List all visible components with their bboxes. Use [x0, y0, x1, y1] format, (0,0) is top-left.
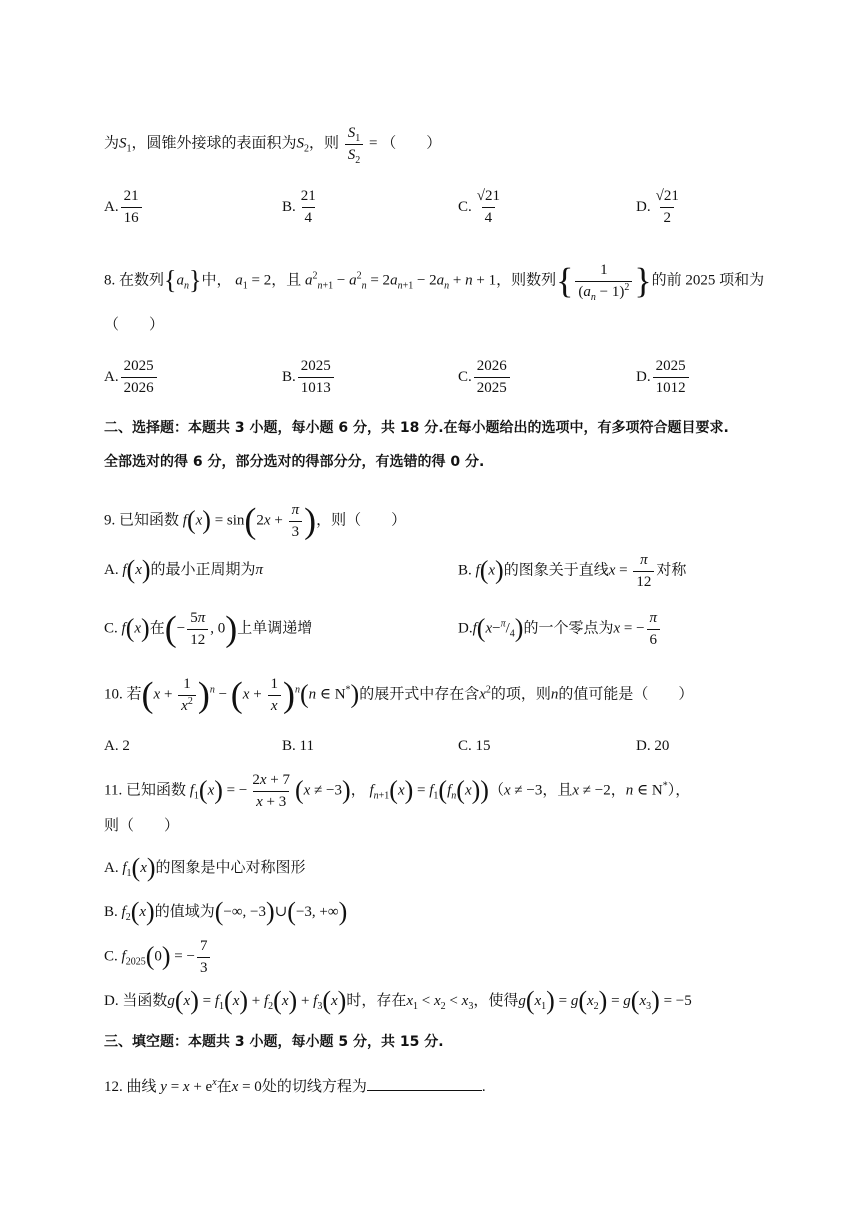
q7-option-b-label: B. — [282, 198, 296, 215]
q10-text-1: 若 — [126, 686, 142, 703]
q7-option-a-den: 16 — [121, 207, 142, 227]
q7-option-c-den: 4 — [482, 207, 496, 227]
q11-number: 11. — [104, 782, 123, 799]
q8-option-c-num: 2026 — [476, 358, 507, 374]
q7-option-a-num: 21 — [123, 188, 139, 204]
q7-text-c: ，则 — [309, 135, 340, 152]
q11-option-d-label: D. — [104, 992, 119, 1009]
q8-text-5: 的前 2025 项和为 — [651, 272, 765, 289]
q9-option-a[interactable]: A. f(x)的最小正周期为π — [104, 555, 264, 584]
q8-option-c[interactable] — [458, 358, 512, 396]
q7-option-d-den: 2 — [660, 207, 674, 227]
q9-option-c-text-1: 在 — [149, 620, 165, 637]
section-2-heading-line-1: 二、选择题：本题共 3 小题，每小题 6 分，共 18 分.在每小题给出的选项中，有多项符合题目要求. — [104, 420, 729, 436]
q11-option-d[interactable]: D. 当函数$g(x) = f_1(x) + f_2(x) + f_3(x)$时，存在$x_1 < x_2 < x_3$，使得$g(x_1) = g(x_2) = g(x_3) = -5$ — [104, 986, 692, 1015]
q11-stem: 11. 已知函数 $f_1(x)$ = − $\frac{2x + 7}{x + 3}$ (x ≠ −3)， $f_{n+1}(x) = f_1(f_n(x))(x \ne -3$，且x ≠ −2，n ∈ N*）， — [104, 772, 691, 810]
q7-option-d-label: D. — [636, 198, 651, 215]
q9-option-a-text: 的最小正周期为 — [150, 561, 256, 578]
q11-option-b[interactable]: B. $f_2(x)$的值域为(−∞, −3)∪(−3, +∞) — [104, 897, 348, 926]
q9-option-d-label: D. — [458, 620, 473, 637]
q8-option-b-label: B. — [282, 368, 296, 385]
q10-option-a[interactable]: A. 2 — [104, 738, 130, 754]
q8-option-d[interactable] — [636, 358, 691, 396]
q7-option-d-num: √21 — [655, 188, 679, 204]
q8-option-c-den: 2025 — [474, 377, 510, 397]
q10-text-3: 的项，则 — [490, 686, 551, 703]
q11-option-d-text-3: ，使得 — [473, 992, 519, 1009]
q9-option-b[interactable]: B. f(x)的图象关于直线x = $\frac{\pi}{12}$ 对称 — [458, 552, 687, 590]
q12-text-2: 在 — [216, 1079, 232, 1095]
q10-text-2: 的展开式中存在含 — [359, 686, 480, 703]
q8-option-a-label: A. — [104, 368, 119, 385]
q11-option-a-text: 的图象是中心对称图形 — [155, 859, 306, 876]
q10-stem: 10. 若(x + $\frac{1}{x^2}$ )$^n$ − (x + $\frac{1}{x}$ )$^n$(n ∈ N*)的展开式中存在含$x^2$的项，则n的值可能是（ ） — [104, 674, 694, 715]
q8-text-4: ，则数列 — [496, 272, 557, 289]
q8-text-1: 在数列 — [119, 272, 165, 289]
q9-option-d[interactable]: $D.f(x-^\pi/_4)$的一个零点为x = − $\frac{\pi}{6}$ — [458, 610, 662, 648]
q7-paren: （ ） — [381, 135, 442, 152]
q8-option-b-den: 1013 — [298, 377, 334, 397]
q9-text-2: ，则（ ） — [316, 512, 407, 529]
q8-option-a-den: 2026 — [121, 377, 157, 397]
q12-number: 12. — [104, 1079, 123, 1095]
q7-option-c[interactable] — [458, 188, 505, 226]
q9-option-c-text-2: 上单调递增 — [237, 620, 313, 637]
q11-text-6: ）， — [667, 782, 691, 799]
q8-option-b-num: 2025 — [300, 358, 331, 374]
q10-number: 10. — [104, 686, 123, 703]
q8-option-d-num: 2025 — [655, 358, 686, 374]
q7-text-a: 为 — [104, 135, 120, 152]
q9-stem: 9. 已知函数 f(x) = sin(2x + $\frac{\pi}{3}$ )，则（ ） — [104, 500, 407, 541]
q7-text-b: ，圆锥外接球的表面积为 — [131, 135, 297, 152]
q9-option-c[interactable]: C. f(x)在(− $\frac{5\pi}{12}$ , 0)上单调递增 — [104, 608, 313, 649]
q11-text-4: ，且 — [542, 782, 573, 799]
q7-ratio: $\frac{S_1}{S_2}$ — [345, 125, 364, 163]
q7-option-a[interactable] — [104, 188, 144, 226]
q11-option-b-text: 的值域为 — [154, 903, 215, 920]
q11-option-a[interactable]: A. $f_1(x)$的图象是中心对称图形 — [104, 853, 306, 882]
q8-option-b[interactable] — [282, 358, 336, 396]
q10-text-4: 的值可能是（ ） — [558, 686, 694, 703]
q11-option-c-label: C. — [104, 948, 118, 965]
q8-text-2: 中， — [201, 272, 232, 289]
q9-option-b-text-1: 的图象关于直线 — [503, 562, 609, 579]
q11-option-a-label: A. — [104, 859, 119, 876]
q11-text-3: （ — [488, 782, 504, 799]
q11-text-1: 已知函数 — [125, 782, 186, 799]
q9-option-c-label: C. — [104, 620, 118, 637]
q11-option-d-text-2: 时，存在 — [346, 992, 407, 1009]
section-3-heading: 三、填空题：本题共 3 小题，每小题 5 分，共 15 分. — [104, 1034, 444, 1050]
q8-text-3: ，且 — [271, 272, 302, 289]
q12-answer-blank[interactable] — [367, 1076, 482, 1091]
q9-text-1: 已知函数 — [119, 512, 180, 529]
q8-option-a[interactable] — [104, 358, 159, 396]
q11-text-7: 则（ ） — [104, 818, 180, 834]
q11-text-5: ， — [610, 782, 626, 799]
q11-text-2: ， — [350, 782, 366, 799]
q11-option-d-text-1: 当函数 — [122, 992, 168, 1009]
q7-option-a-label: A. — [104, 198, 119, 215]
section-2-heading-line-2: 全部选对的得 6 分，部分选对的得部分分，有选错的得 0 分. — [104, 454, 485, 470]
q8-paren: （ ） — [104, 317, 165, 333]
q7-option-c-num: √21 — [476, 188, 500, 204]
q9-option-a-label: A. — [104, 561, 119, 578]
q8-sequence-fraction: $\frac{1}{(a_n - 1)^2}$ — [575, 262, 632, 300]
q11-option-b-label: B. — [104, 903, 118, 920]
q7-option-b[interactable] — [282, 188, 321, 226]
q8-option-a-num: 2025 — [123, 358, 154, 374]
q12-stem: 12. 曲线 $y = x + e^x$在x = 0处的切线方程为 . — [104, 1077, 486, 1095]
q8-number: 8. — [104, 272, 116, 289]
q10-option-d[interactable]: D. 20 — [636, 738, 670, 754]
q12-text-3: 处的切线方程为 — [261, 1079, 367, 1095]
q8-option-c-label: C. — [458, 368, 472, 385]
q10-option-c[interactable]: C. 15 — [458, 738, 491, 754]
q7-stem-tail: 为$S_1$，圆锥外接球的表面积为$S_2$，则 $\frac{S_1}{S_2}$ = （ ） — [104, 125, 442, 166]
q9-option-d-text-1: 的一个零点为 — [523, 620, 614, 637]
q9-option-b-text-2: 对称 — [656, 562, 687, 579]
q7-option-b-den: 4 — [302, 207, 316, 227]
q11-option-c[interactable]: C. $f_{2025}(0)$ = − $\frac{7}{3}$ — [104, 938, 212, 976]
q7-option-b-num: 21 — [300, 188, 316, 204]
q8-option-d-label: D. — [636, 368, 651, 385]
q8-option-d-den: 1012 — [653, 377, 689, 397]
q12-text-1: 曲线 — [126, 1079, 157, 1095]
q10-option-b[interactable]: B. 11 — [282, 738, 314, 754]
q7-option-d[interactable] — [636, 188, 684, 226]
q8-stem: 8. 在数列$\{a_n\}$中， $a_1 = 2$，且 $a^2_{n+1} - a^2_n = 2a_{n+1} - 2a_n + n + 1$，则数列{ $\frac{1}{(a_n - 1)^2}$ }的前 2025 项和为 — [104, 260, 765, 303]
q7-option-c-label: C. — [458, 198, 472, 215]
q9-number: 9. — [104, 512, 116, 529]
q9-option-b-label: B. — [458, 562, 472, 579]
